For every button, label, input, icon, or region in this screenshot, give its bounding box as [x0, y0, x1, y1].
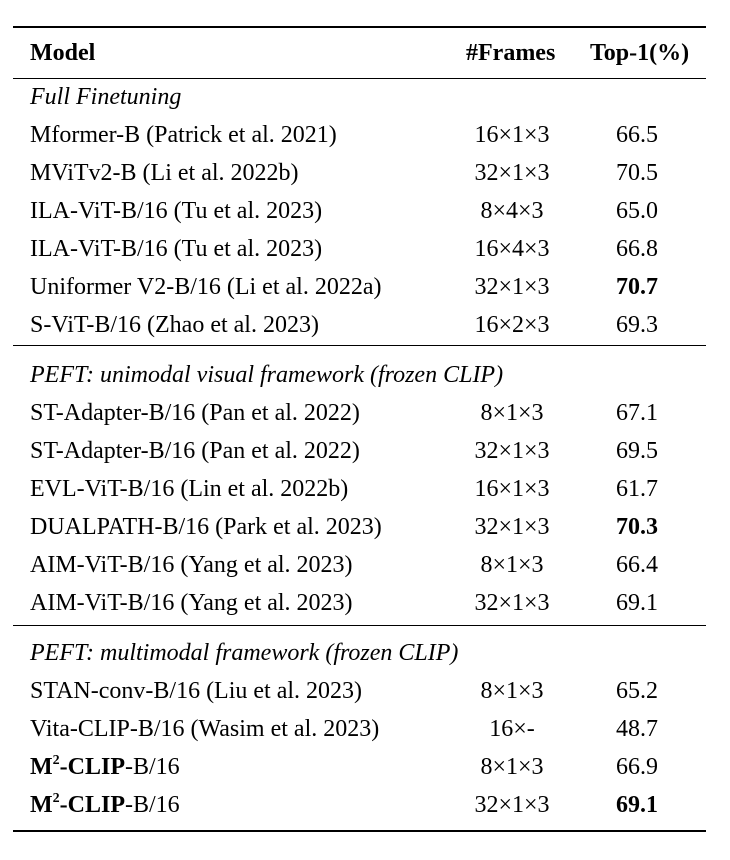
top1-cell: 66.5 — [616, 122, 658, 148]
frames-cell: 8×1×3 — [480, 678, 544, 704]
table-row — [13, 584, 706, 622]
section-title-peft-unimodal: PEFT: unimodal visual framework (frozen CLIP) — [30, 362, 504, 388]
model-cell: MViTv2-B (Li et al. 2022b) — [30, 160, 299, 186]
model-cell: EVL-ViT-B/16 (Lin et al. 2022b) — [30, 476, 349, 502]
model-name-suffix: -B/16 — [125, 792, 180, 818]
top1-cell: 48.7 — [616, 716, 658, 742]
table-row — [13, 508, 706, 546]
table-row — [13, 230, 706, 268]
model-cell: ILA-ViT-B/16 (Tu et al. 2023) — [30, 236, 323, 262]
top1-cell: 66.8 — [616, 236, 658, 262]
header-model: Model — [30, 40, 96, 66]
model-name-suffix: -B/16 — [125, 754, 180, 780]
top1-cell-best: 69.1 — [616, 792, 658, 818]
frames-cell: 8×4×3 — [480, 198, 544, 224]
table-row — [13, 116, 706, 154]
header-row — [13, 28, 706, 78]
frames-cell: 32×1×3 — [474, 274, 550, 300]
top1-cell: 66.4 — [616, 552, 658, 578]
table-row-ours — [13, 748, 706, 786]
table-row — [13, 394, 706, 432]
top1-cell: 67.1 — [616, 400, 658, 426]
frames-cell: 8×1×3 — [480, 552, 544, 578]
top1-cell-best: 70.3 — [616, 514, 658, 540]
header-frames: #Frames — [466, 40, 556, 66]
top1-cell: 69.5 — [616, 438, 658, 464]
model-cell: STAN-conv-B/16 (Liu et al. 2023) — [30, 678, 363, 704]
header-top1: Top-1(%) — [590, 40, 690, 66]
section-title-row — [13, 356, 706, 394]
section-title-row — [13, 634, 706, 672]
model-cell: ST-Adapter-B/16 (Pan et al. 2022) — [30, 438, 360, 464]
top1-cell: 65.0 — [616, 198, 658, 224]
model-name-m: M — [30, 792, 53, 818]
model-cell: ST-Adapter-B/16 (Pan et al. 2022) — [30, 400, 360, 426]
model-cell: ILA-ViT-B/16 (Tu et al. 2023) — [30, 198, 323, 224]
table-row — [13, 306, 706, 344]
bottom-rule — [13, 830, 706, 832]
model-name-superscript: 2 — [52, 791, 60, 806]
section-gap — [13, 344, 706, 356]
model-cell: Vita-CLIP-B/16 (Wasim et al. 2023) — [30, 716, 380, 742]
model-name-clip: -CLIP — [59, 792, 125, 818]
frames-cell: 16×- — [489, 716, 535, 742]
table-row-ours — [13, 786, 706, 824]
top1-cell: 70.5 — [616, 160, 658, 186]
model-name-m: M — [30, 754, 53, 780]
model-cell: Uniformer V2-B/16 (Li et al. 2022a) — [30, 274, 382, 300]
section-title-full-finetuning: Full Finetuning — [30, 84, 182, 110]
model-cell: AIM-ViT-B/16 (Yang et al. 2023) — [30, 552, 353, 578]
model-cell: S-ViT-B/16 (Zhao et al. 2023) — [30, 312, 319, 338]
frames-cell: 32×1×3 — [474, 160, 550, 186]
model-cell-ours — [13, 786, 456, 824]
model-cell-ours — [13, 748, 456, 786]
section-title-row — [13, 78, 706, 116]
frames-cell: 32×1×3 — [474, 438, 550, 464]
section-gap — [13, 622, 706, 634]
model-name-superscript: 2 — [52, 753, 60, 768]
frames-cell: 16×4×3 — [474, 236, 550, 262]
frames-cell: 16×1×3 — [474, 476, 550, 502]
table-row — [13, 154, 706, 192]
frames-cell: 16×2×3 — [474, 312, 550, 338]
table-row — [13, 192, 706, 230]
table-row — [13, 710, 706, 748]
frames-cell: 8×1×3 — [480, 754, 544, 780]
table-row — [13, 268, 706, 306]
top1-cell: 69.1 — [616, 590, 658, 616]
table-row — [13, 546, 706, 584]
top1-cell: 61.7 — [616, 476, 658, 502]
top1-cell: 65.2 — [616, 678, 658, 704]
table-row — [13, 672, 706, 710]
top1-cell: 66.9 — [616, 754, 658, 780]
model-name-clip: -CLIP — [59, 754, 125, 780]
section-title-peft-multimodal: PEFT: multimodal framework (frozen CLIP) — [30, 640, 459, 666]
table-row — [13, 470, 706, 508]
model-cell: DUALPATH-B/16 (Park et al. 2023) — [30, 514, 382, 540]
top1-cell-best: 70.7 — [616, 274, 658, 300]
frames-cell: 32×1×3 — [474, 514, 550, 540]
frames-cell: 16×1×3 — [474, 122, 550, 148]
frames-cell: 32×1×3 — [474, 590, 550, 616]
results-table — [13, 28, 706, 824]
top1-cell: 69.3 — [616, 312, 658, 338]
model-cell: Mformer-B (Patrick et al. 2021) — [30, 122, 337, 148]
model-cell: AIM-ViT-B/16 (Yang et al. 2023) — [30, 590, 353, 616]
frames-cell: 8×1×3 — [480, 400, 544, 426]
table-row — [13, 432, 706, 470]
frames-cell: 32×1×3 — [474, 792, 550, 818]
